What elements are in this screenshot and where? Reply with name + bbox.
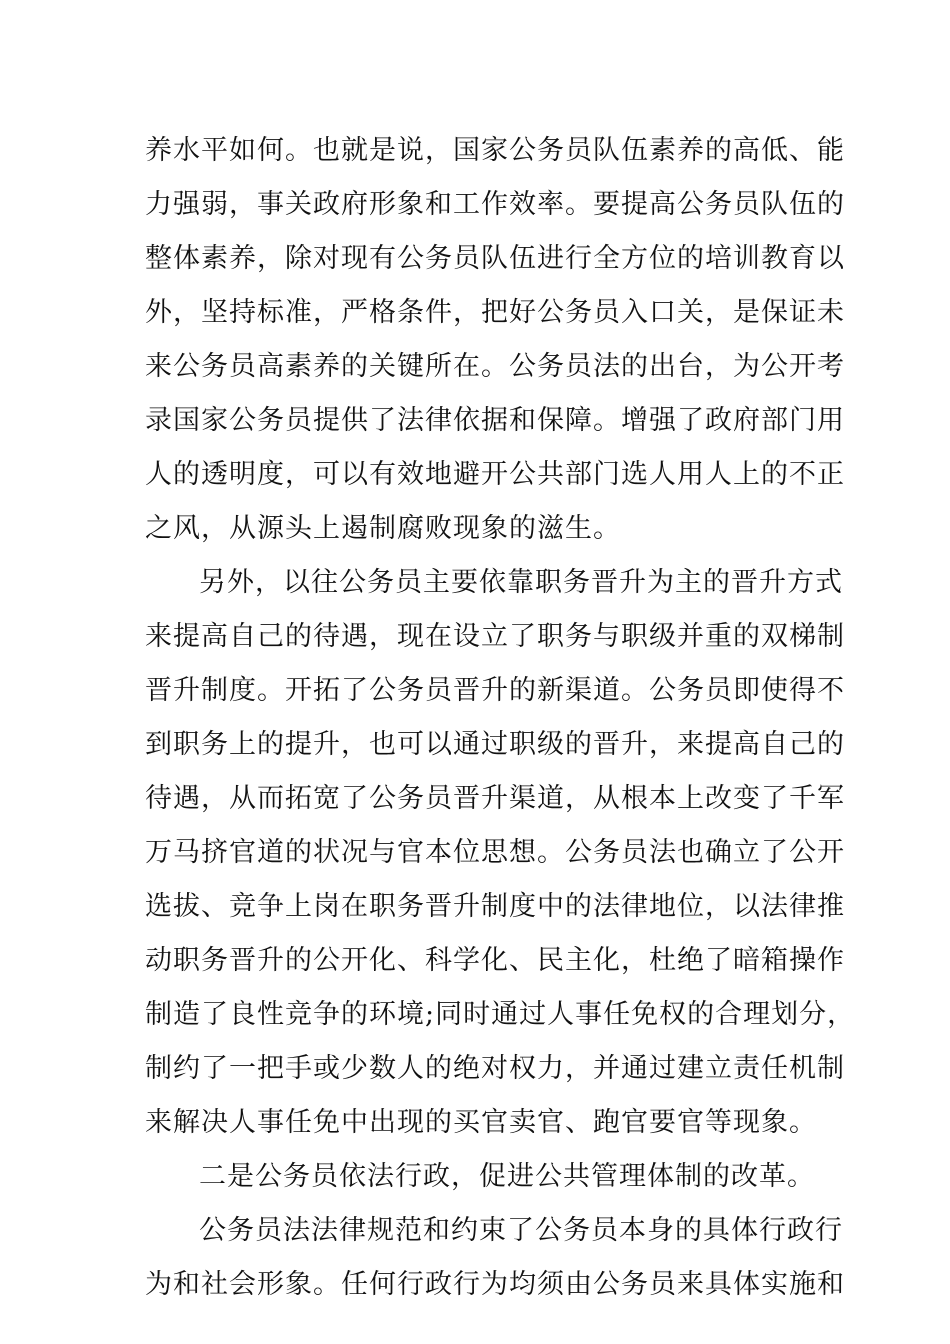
text-line: 录国家公务员提供了法律依据和保障。增强了政府部门用 <box>145 405 845 436</box>
section-heading-line: 二是公务员依法行政，促进公共管理体制的改革。 <box>199 1161 815 1192</box>
text-line: 养水平如何。也就是说，国家公务员队伍素养的高低、能 <box>145 135 845 166</box>
text-line: 待遇，从而拓宽了公务员晋升渠道，从根本上改变了千军 <box>145 783 845 814</box>
text-line: 人的透明度，可以有效地避开公共部门选人用人上的不正 <box>145 459 845 490</box>
text-line: 万马挤官道的状况与官本位思想。公务员法也确立了公开 <box>145 837 845 868</box>
text-line: 制造了良性竞争的环境;同时通过人事任免权的合理划分， <box>145 999 856 1030</box>
text-line: 动职务晋升的公开化、科学化、民主化，杜绝了暗箱操作 <box>145 945 845 976</box>
text-line: 来公务员高素养的关键所在。公务员法的出台，为公开考 <box>145 351 845 382</box>
text-line: 之风，从源头上遏制腐败现象的滋生。 <box>145 513 621 544</box>
text-line: 为和社会形象。任何行政行为均须由公务员来具体实施和 <box>145 1269 845 1300</box>
text-line: 制约了一把手或少数人的绝对权力，并通过建立责任机制 <box>145 1053 845 1084</box>
text-line: 晋升制度。开拓了公务员晋升的新渠道。公务员即使得不 <box>145 675 845 706</box>
text-line: 选拔、竞争上岗在职务晋升制度中的法律地位，以法律推 <box>145 891 845 922</box>
text-line: 整体素养，除对现有公务员队伍进行全方位的培训教育以 <box>145 243 845 274</box>
text-line: 力强弱，事关政府形象和工作效率。要提高公务员队伍的 <box>145 189 845 220</box>
text-line: 到职务上的提升，也可以通过职级的晋升，来提高自己的 <box>145 729 845 760</box>
text-line: 来提高自己的待遇，现在设立了职务与职级并重的双梯制 <box>145 621 845 652</box>
paragraph-first-line: 另外，以往公务员主要依靠职务晋升为主的晋升方式 <box>199 567 843 598</box>
text-line: 来解决人事任免中出现的买官卖官、跑官要官等现象。 <box>145 1107 817 1138</box>
text-line: 外，坚持标准，严格条件，把好公务员入口关，是保证未 <box>145 297 845 328</box>
paragraph-first-line: 公务员法法律规范和约束了公务员本身的具体行政行 <box>199 1215 843 1246</box>
